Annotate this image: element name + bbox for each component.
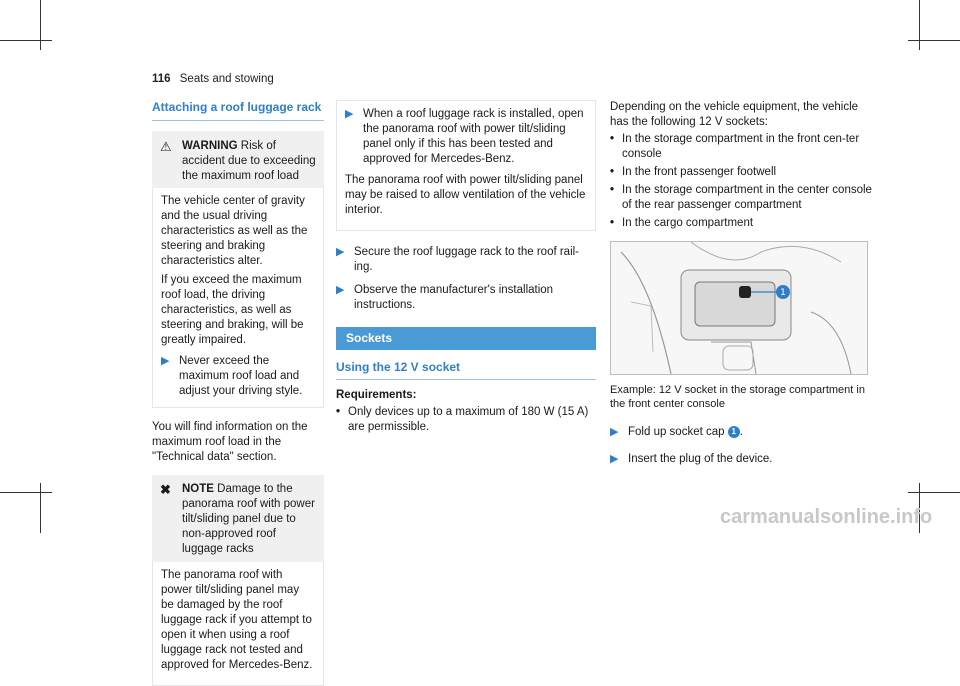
note-box [152,475,324,686]
column-3 [610,100,872,467]
list-item: • In the front passenger footwell [610,166,777,178]
callout-badge: 1 [728,426,740,438]
list-item-text: In the storage compartment in the front cen-ter console [622,133,860,160]
step-text: Observe the manufacturer's installation instructions. [354,284,554,311]
note-header [152,475,324,562]
crop-mark [0,40,52,41]
page-header-title: Seats and stowing [179,73,274,85]
list-item-text: In the cargo compartment [622,217,754,229]
note-text: The panorama roof with power tilt/sliding panel may be raised to allow ventilation of the vehicle interior. [345,174,586,216]
section-heading: Attaching a roof luggage rack [152,100,324,121]
note-continued-box [336,100,596,231]
note-title: Damage to the panorama roof with power tilt/sliding panel due to non-approved roof luggage racks [182,483,315,555]
list-item: • In the storage compartment in the center console of the rear passenger compartment [610,184,872,211]
warning-text: The vehicle center of gravity and the usual driving characteristics as well as the steering and braking characteristics alter. [161,195,308,267]
step-arrow-icon: ▶ [610,426,619,438]
step-text: Insert the plug of the device. [628,453,773,465]
list-item: • In the storage compartment in the front cen-ter console [610,132,872,162]
instruction-step [610,452,872,467]
list-item: • Only devices up to a maximum of 180 W (15 A) are permissible. [336,405,596,435]
note-body [152,562,324,686]
socket-illustration [610,241,868,375]
warning-header [152,131,324,188]
note-icon: ✖ [160,482,171,497]
crop-mark [908,492,960,493]
crop-mark [40,483,41,533]
watermark: carmanualsonline.info [720,506,933,528]
instruction-step [336,283,596,313]
warning-box [152,131,324,408]
column-1 [152,100,324,686]
callout-number: 1 [780,288,786,298]
instruction-step [610,425,872,440]
page-header [152,73,274,85]
list-item-text: In the front passenger footwell [622,166,777,178]
sockets-heading-bar: Sockets [336,327,596,350]
socket-list [610,132,872,231]
step-text: When a roof luggage rack is installed, open the panorama roof with power tilt/sliding panel only if this has been tested and approved for Mercedes-Benz. [363,108,584,165]
crop-mark [40,0,41,50]
warning-step [161,354,315,399]
list-item-text: Only devices up to a maximum of 180 W (15 A) are permissible. [348,406,589,433]
requirements-label: Requirements: [336,389,417,401]
warning-triangle-icon: ⚠ [160,139,172,154]
warning-title: Risk of accident due to exceeding the maximum roof load [182,140,316,182]
instruction-step [336,245,596,275]
requirements-list [336,405,596,435]
warning-label: WARNING [182,140,238,152]
list-item-text: In the storage compartment in the center console of the rear passenger compartment [622,184,872,211]
step-arrow-icon: ▶ [336,246,345,258]
info-paragraph: You will find information on the maximum roof load in the "Technical data" section. [152,421,308,463]
crop-mark [908,40,960,41]
step-arrow-icon: ▶ [345,108,354,120]
socket-graphic [739,286,751,298]
note-text: The panorama roof with power tilt/sliding panel may be damaged by the roof luggage rack if you attempt to open it when using a roof luggage rack not tested and approved for Mercedes-Benz. [161,569,313,671]
warning-text: If you exceed the maximum roof load, the driving characteristics, as well as steering and braking, will be greatly impaired. [161,274,304,346]
step-text: Secure the roof luggage rack to the roof rail-ing. [354,246,580,273]
subsection-heading: Using the 12 V socket [336,360,596,380]
list-item: • In the cargo compartment [610,217,754,229]
column-2 [336,100,596,438]
crop-mark [919,0,920,50]
instruction-step [345,107,587,167]
note-label: NOTE [182,483,214,495]
step-arrow-icon: ▶ [336,284,345,296]
illustration-caption: Example: 12 V socket in the storage compartment in the front center console [610,384,865,410]
step-text: Never exceed the maximum roof load and adjust your driving style. [179,355,303,397]
warning-body [152,188,324,408]
crop-mark [0,492,52,493]
step-text: Fold up socket cap [628,426,725,438]
page-number: 116 [152,73,171,85]
step-arrow-icon: ▶ [161,355,170,367]
intro-paragraph: Depending on the vehicle equipment, the vehicle has the following 12 V sockets: [610,101,859,128]
step-text: . [739,426,743,438]
step-arrow-icon: ▶ [610,453,619,465]
